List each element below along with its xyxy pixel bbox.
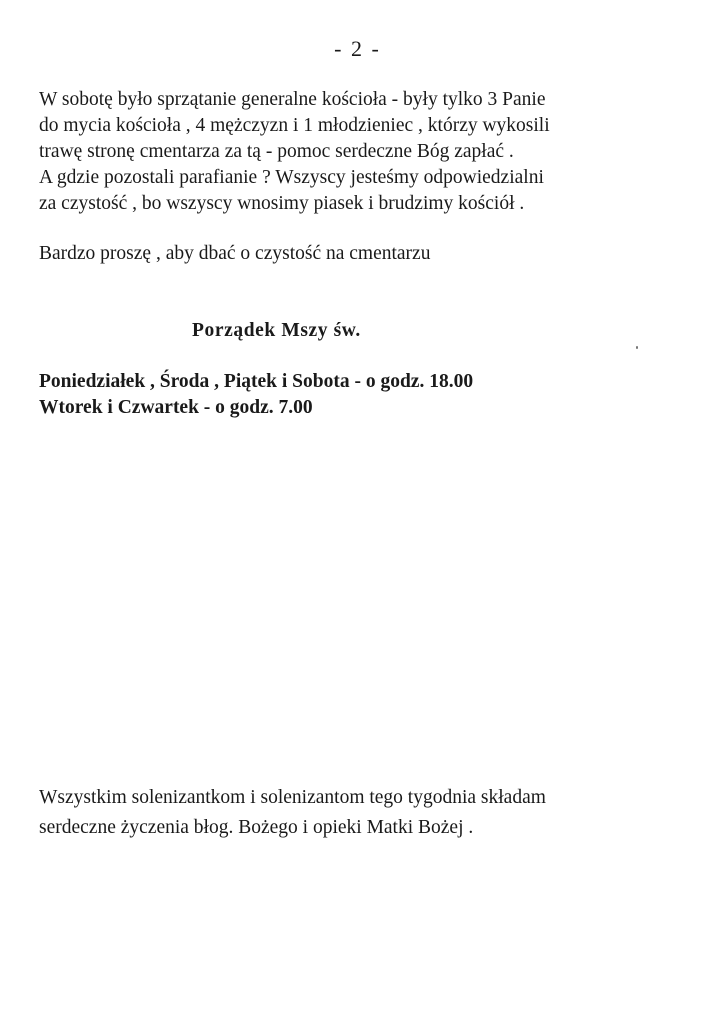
announcement-line: za czystość , bo wszyscy wnosimy piasek i brudzimy kościół .: [39, 193, 525, 214]
mass-schedule-title: Porządek Mszy św.: [192, 320, 361, 341]
mass-schedule-line: Poniedziałek , Środa , Piątek i Sobota - o godz. 18.00: [39, 371, 474, 392]
request-line: Bardzo proszę , aby dbać o czystość na cmentarzu: [39, 243, 431, 264]
announcement-line: A gdzie pozostali parafianie ? Wszyscy jesteśmy odpowiedzialni: [39, 167, 544, 188]
mass-schedule-list: [39, 369, 689, 421]
announcement-line: do mycia kościoła , 4 mężczyzn i 1 młodzieniec , którzy wykosili: [39, 115, 550, 136]
cemetery-request: [39, 241, 689, 267]
wishes-line: Wszystkim solenizantkom i solenizantom tego tygodnia składam: [39, 787, 546, 808]
announcement-line: trawę stronę cmentarza za tą - pomoc serdeczne Bóg zapłać .: [39, 141, 514, 162]
announcement-line: W sobotę było sprzątanie generalne kościoła - były tylko 3 Panie: [39, 89, 546, 110]
cleaning-announcement: [39, 87, 689, 217]
page-number: - 2 -: [334, 36, 381, 61]
mass-schedule-line: Wtorek i Czwartek - o godz. 7.00: [39, 397, 313, 418]
name-day-wishes: [39, 783, 689, 843]
wishes-line: serdeczne życzenia błog. Bożego i opieki Matki Bożej .: [39, 817, 474, 838]
scan-speck: [636, 346, 638, 349]
